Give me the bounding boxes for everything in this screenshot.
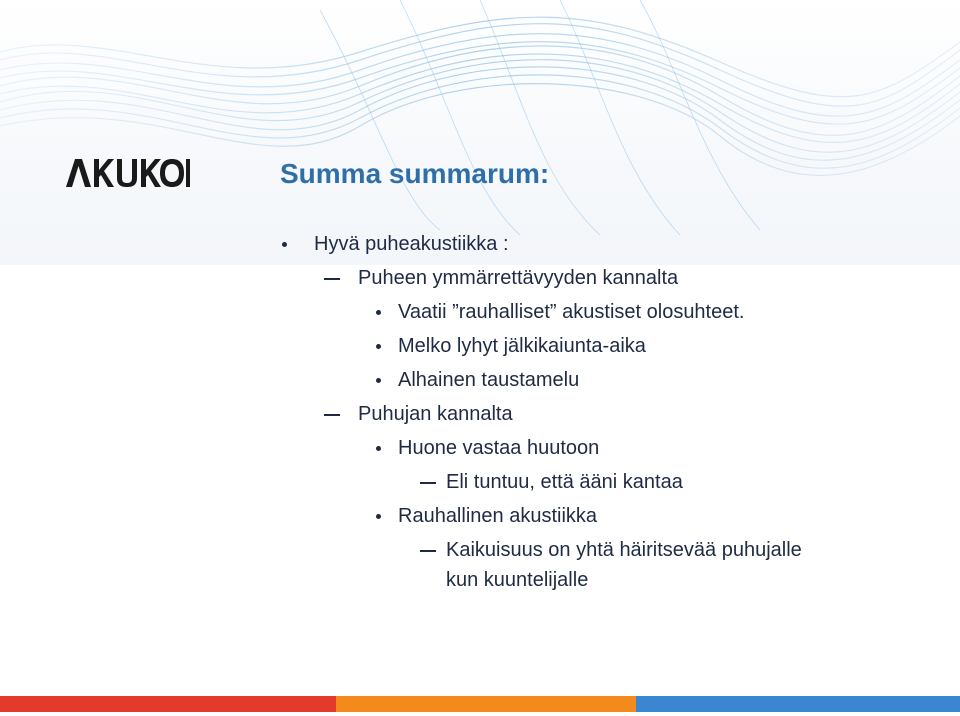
dash-icon: [324, 278, 340, 280]
footer-orange-segment: [336, 696, 636, 712]
slide-title: Summa summarum:: [280, 158, 550, 189]
bullet-icon: [282, 242, 287, 247]
dash-icon: [420, 550, 436, 552]
list-item-continuation: kun kuuntelijalle: [446, 569, 589, 591]
footer-color-bar: [0, 696, 960, 712]
list-item: Puhujan kannalta: [358, 398, 513, 430]
bullet-icon: [376, 446, 381, 451]
footer-red-segment: [0, 696, 336, 712]
footer-blue-segment: [636, 696, 960, 712]
list-item: Rauhallinen akustiikka: [398, 500, 597, 532]
bullet-icon: [376, 344, 381, 349]
akukon-logo: [64, 155, 192, 189]
list-item: Eli tuntuu, että ääni kantaa: [446, 466, 683, 498]
bullet-icon: [376, 514, 381, 519]
sound-wave-graphic: [0, 0, 960, 240]
list-item: Kaikuisuus on yhtä häiritsevää puhujalle: [446, 534, 802, 566]
list-item: Hyvä puheakustiikka :: [314, 228, 509, 260]
dash-icon: [324, 414, 340, 416]
bullet-icon: [376, 378, 381, 383]
dash-icon: [420, 482, 436, 484]
list-item: Huone vastaa huutoon: [398, 432, 599, 464]
list-item: Alhainen taustamelu: [398, 364, 579, 396]
list-item: Melko lyhyt jälkikaiunta-aika: [398, 330, 646, 362]
list-item: Vaatii ”rauhalliset” akustiset olosuhteet.: [398, 296, 744, 328]
bullet-icon: [376, 310, 381, 315]
list-item: Puheen ymmärrettävyyden kannalta: [358, 262, 678, 294]
